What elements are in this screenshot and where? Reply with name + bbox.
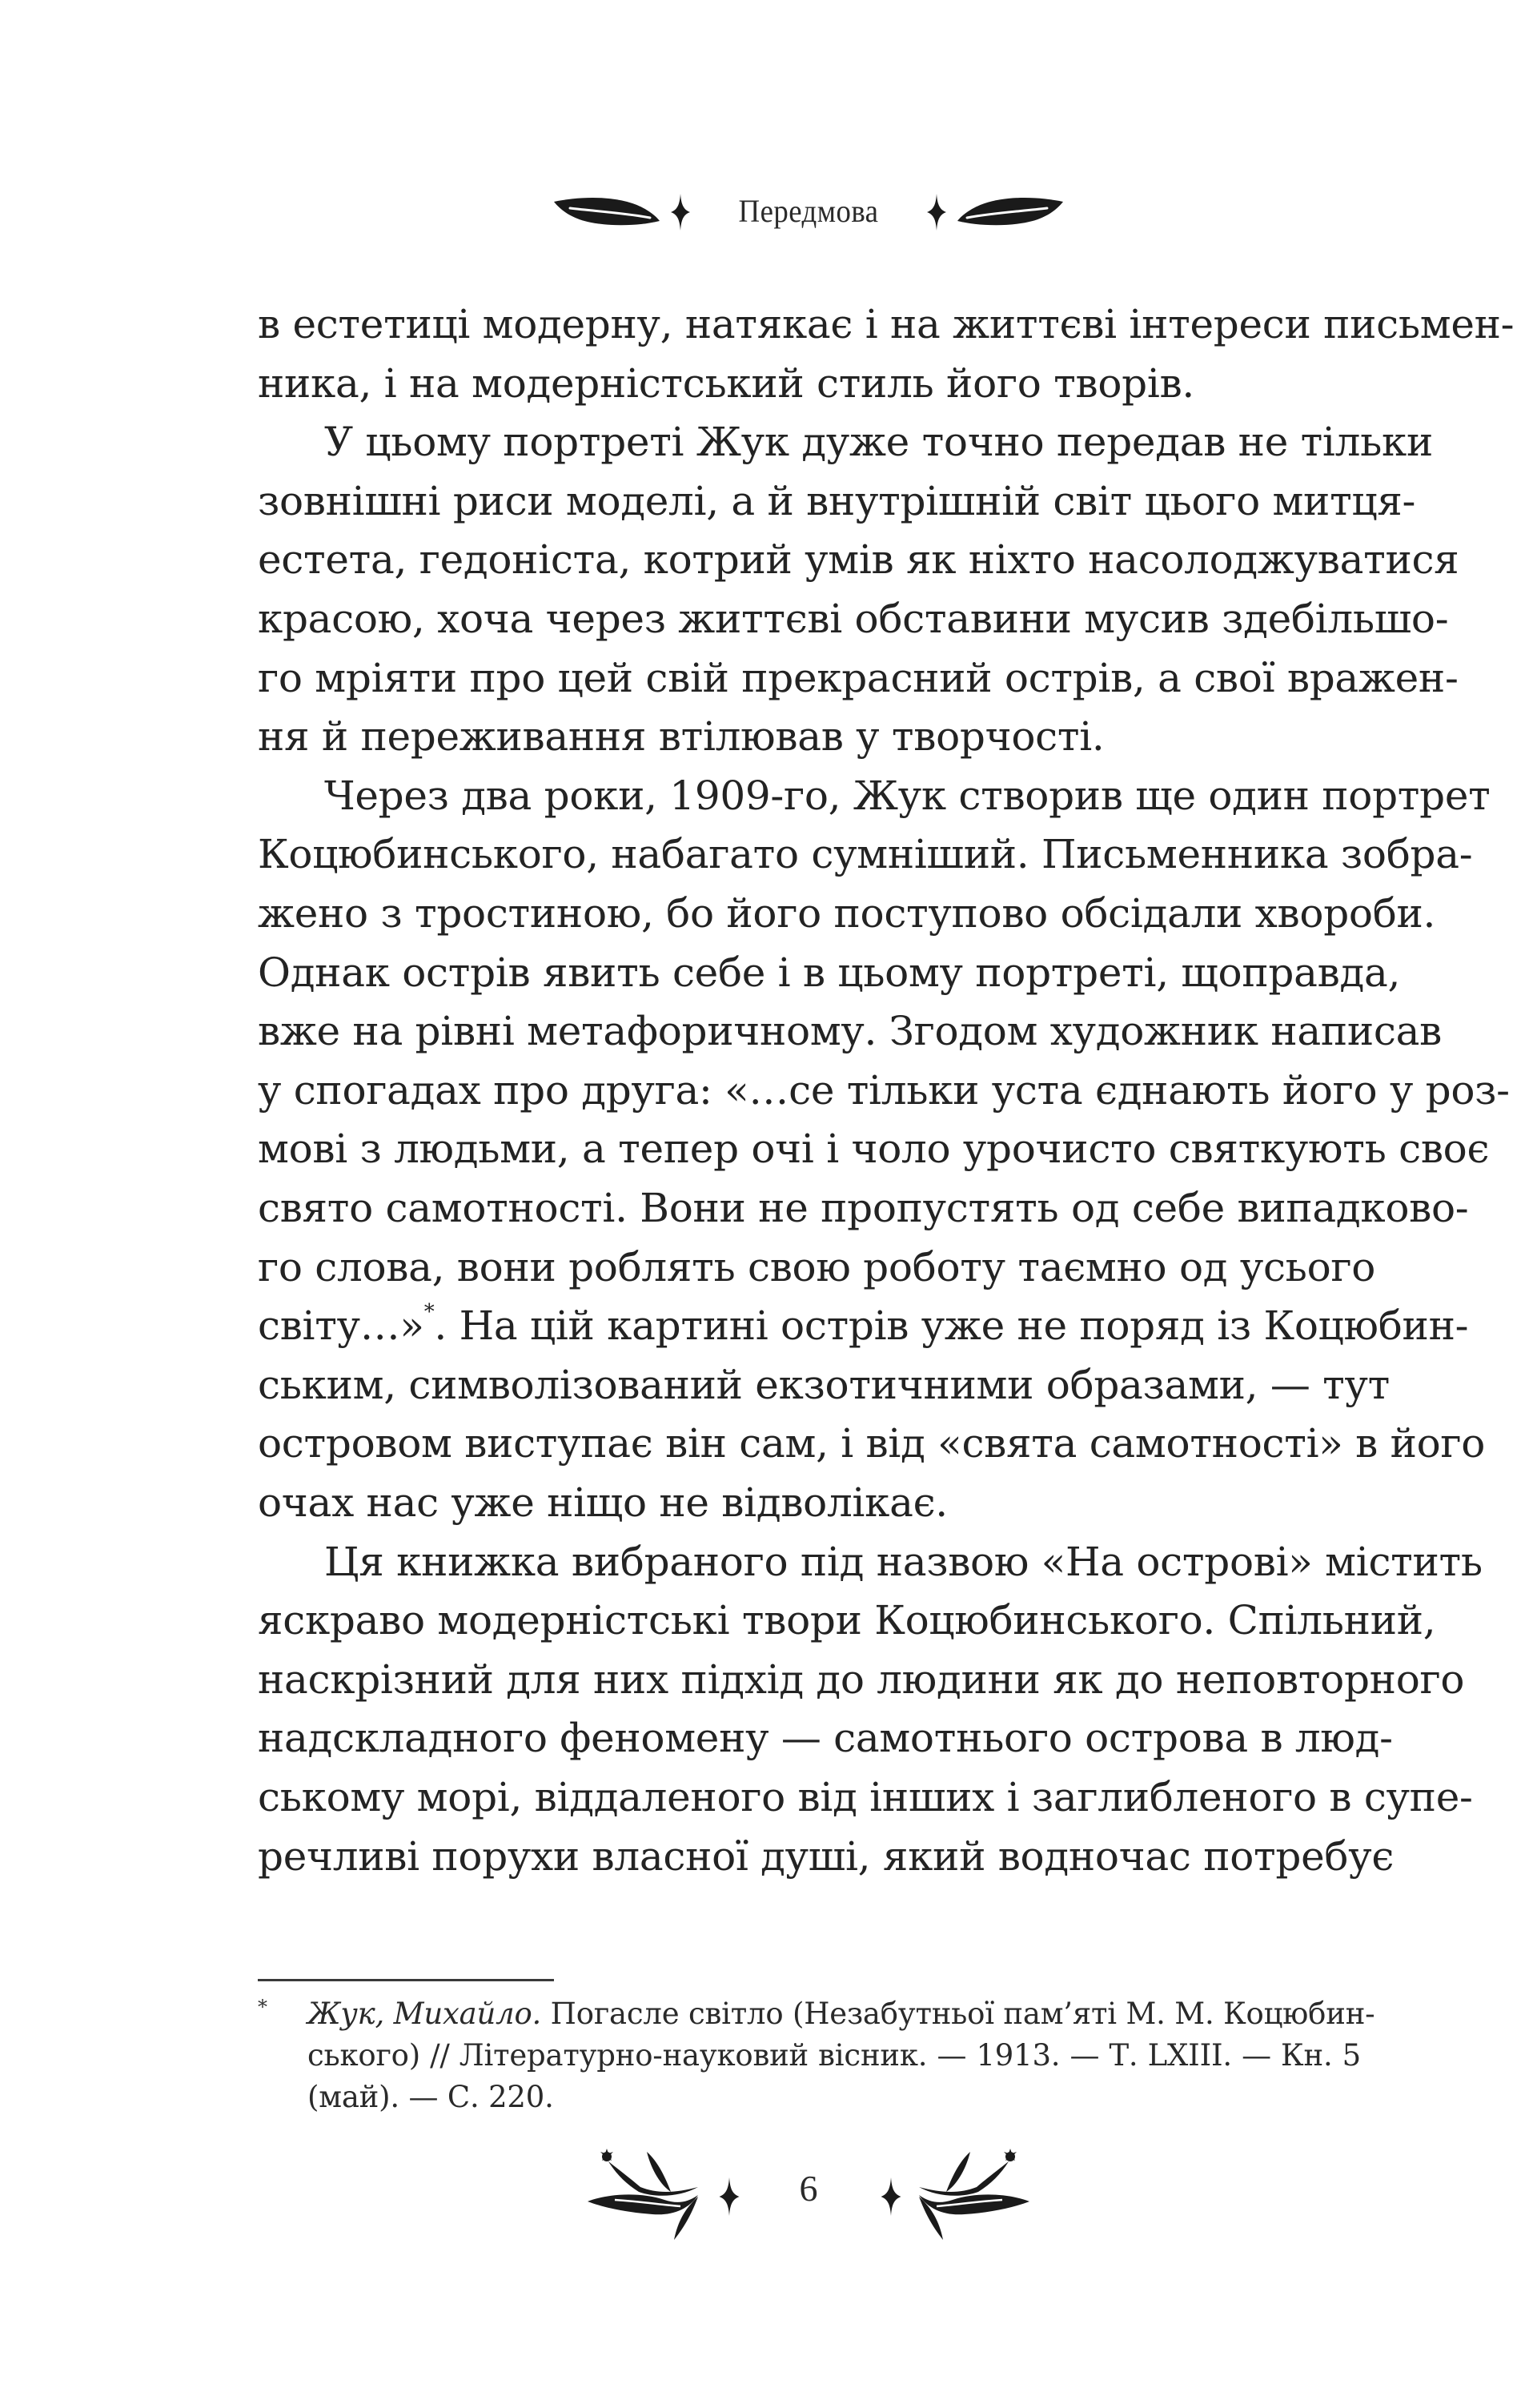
text-line: ському морі, віддаленого від інших і заглибленого в супе- [258, 1774, 1473, 1820]
text-line: вже на рівні метафоричному. Згодом художник написав [258, 1008, 1442, 1055]
footnote-line-3: (май). — С. 220. [307, 2080, 554, 2114]
text-line: ня й переживання втілював у творчості. [258, 713, 1105, 761]
floral-flourish-icon [584, 2145, 704, 2241]
text-line: яскраво модерністські твори Коцюбинського. Спільний, [258, 1597, 1436, 1644]
footnote-author: Жук, Михайло. [307, 1997, 542, 2031]
page-number: 6 [799, 2168, 818, 2209]
footnote-reference[interactable]: * [423, 1300, 435, 1325]
text-line [258, 1296, 1469, 1355]
footnote-line-2: ського) // Літературно-науковий вісник. — 1913. — Т. LXIII. — Кн. 5 [307, 2038, 1361, 2073]
text-line: свято самотності. Вони не пропустять од себе випадково- [258, 1185, 1469, 1231]
footnote-divider [258, 1979, 554, 1981]
footnote-title: Погасле світло (Незабутньої пам’яті М. М. Коцюбин- [541, 1997, 1375, 2031]
text-line: красою, хоча через життєві обставини мусив здебільшо- [258, 596, 1449, 642]
text-line: естета, гедоніста, котрий умів як ніхто насолоджуватися [258, 536, 1459, 584]
text-line: зовнішні риси моделі, а й внутрішній світ цього митця- [258, 477, 1416, 524]
footnote-line-1 [307, 1993, 1375, 2035]
text-line: Ця книжка вибраного під назвою «На острові» містить [324, 1538, 1483, 1585]
text-line: очах нас уже ніщо не відволікає. [258, 1479, 948, 1526]
text-line: ника, і на модерністський стиль його творів. [258, 359, 1195, 407]
text-line: Однак острів явить себе і в цьому портреті, щоправда, [258, 949, 1401, 996]
text-line: У цьому портреті Жук дуже точно передав не тільки [324, 419, 1433, 466]
text-line: речливі порухи власної душі, який водночас потребує [258, 1832, 1395, 1880]
text-line: жено з тростиною, бо його поступово обсідали хвороби. [258, 890, 1436, 937]
text-segment: світу…» [258, 1302, 424, 1350]
text-line: Через два роки, 1909-го, Жук створив ще один портрет [324, 772, 1491, 819]
floral-flourish-icon [913, 2145, 1033, 2241]
text-line: у спогадах про друга: «…се тільки уста єднають його у роз- [258, 1066, 1510, 1114]
text-line: наскрізний для них підхід до людини як до неповторного [258, 1656, 1465, 1703]
text-line: мові з людьми, а тепер очі і чоло урочисто святкують своє [258, 1126, 1490, 1173]
text-line: ським, символізований екзотичними образами, — тут [258, 1361, 1390, 1408]
footnote-marker: * [258, 1996, 267, 2018]
text-line: Коцюбинського, набагато сумніший. Письменника зобра- [258, 831, 1473, 878]
text-line: го слова, вони роблять свою роботу таємно од усього [258, 1243, 1376, 1290]
running-header-title: Передмова [738, 193, 879, 229]
text-line: в естетиці модерну, натякає і на життєві інтереси письмен- [258, 301, 1515, 347]
text-line: островом виступає він сам, і від «свята самотності» в його [258, 1420, 1486, 1467]
leaf-ornament-icon [552, 197, 661, 229]
diamond-icon [671, 194, 690, 231]
text-segment: . На цій картині острів уже не поряд із Коцюбин- [434, 1302, 1469, 1350]
diamond-icon [881, 2177, 901, 2216]
text-line: го мріяти про цей свій прекрасний острів, а свої вражен- [258, 654, 1459, 701]
running-header [0, 183, 1537, 247]
diamond-icon [927, 194, 946, 231]
folio [584, 2145, 1033, 2249]
text-line: надскладного феномену — самотнього острова в люд- [258, 1715, 1393, 1762]
diamond-icon [719, 2177, 740, 2216]
leaf-ornament-icon [956, 197, 1065, 229]
